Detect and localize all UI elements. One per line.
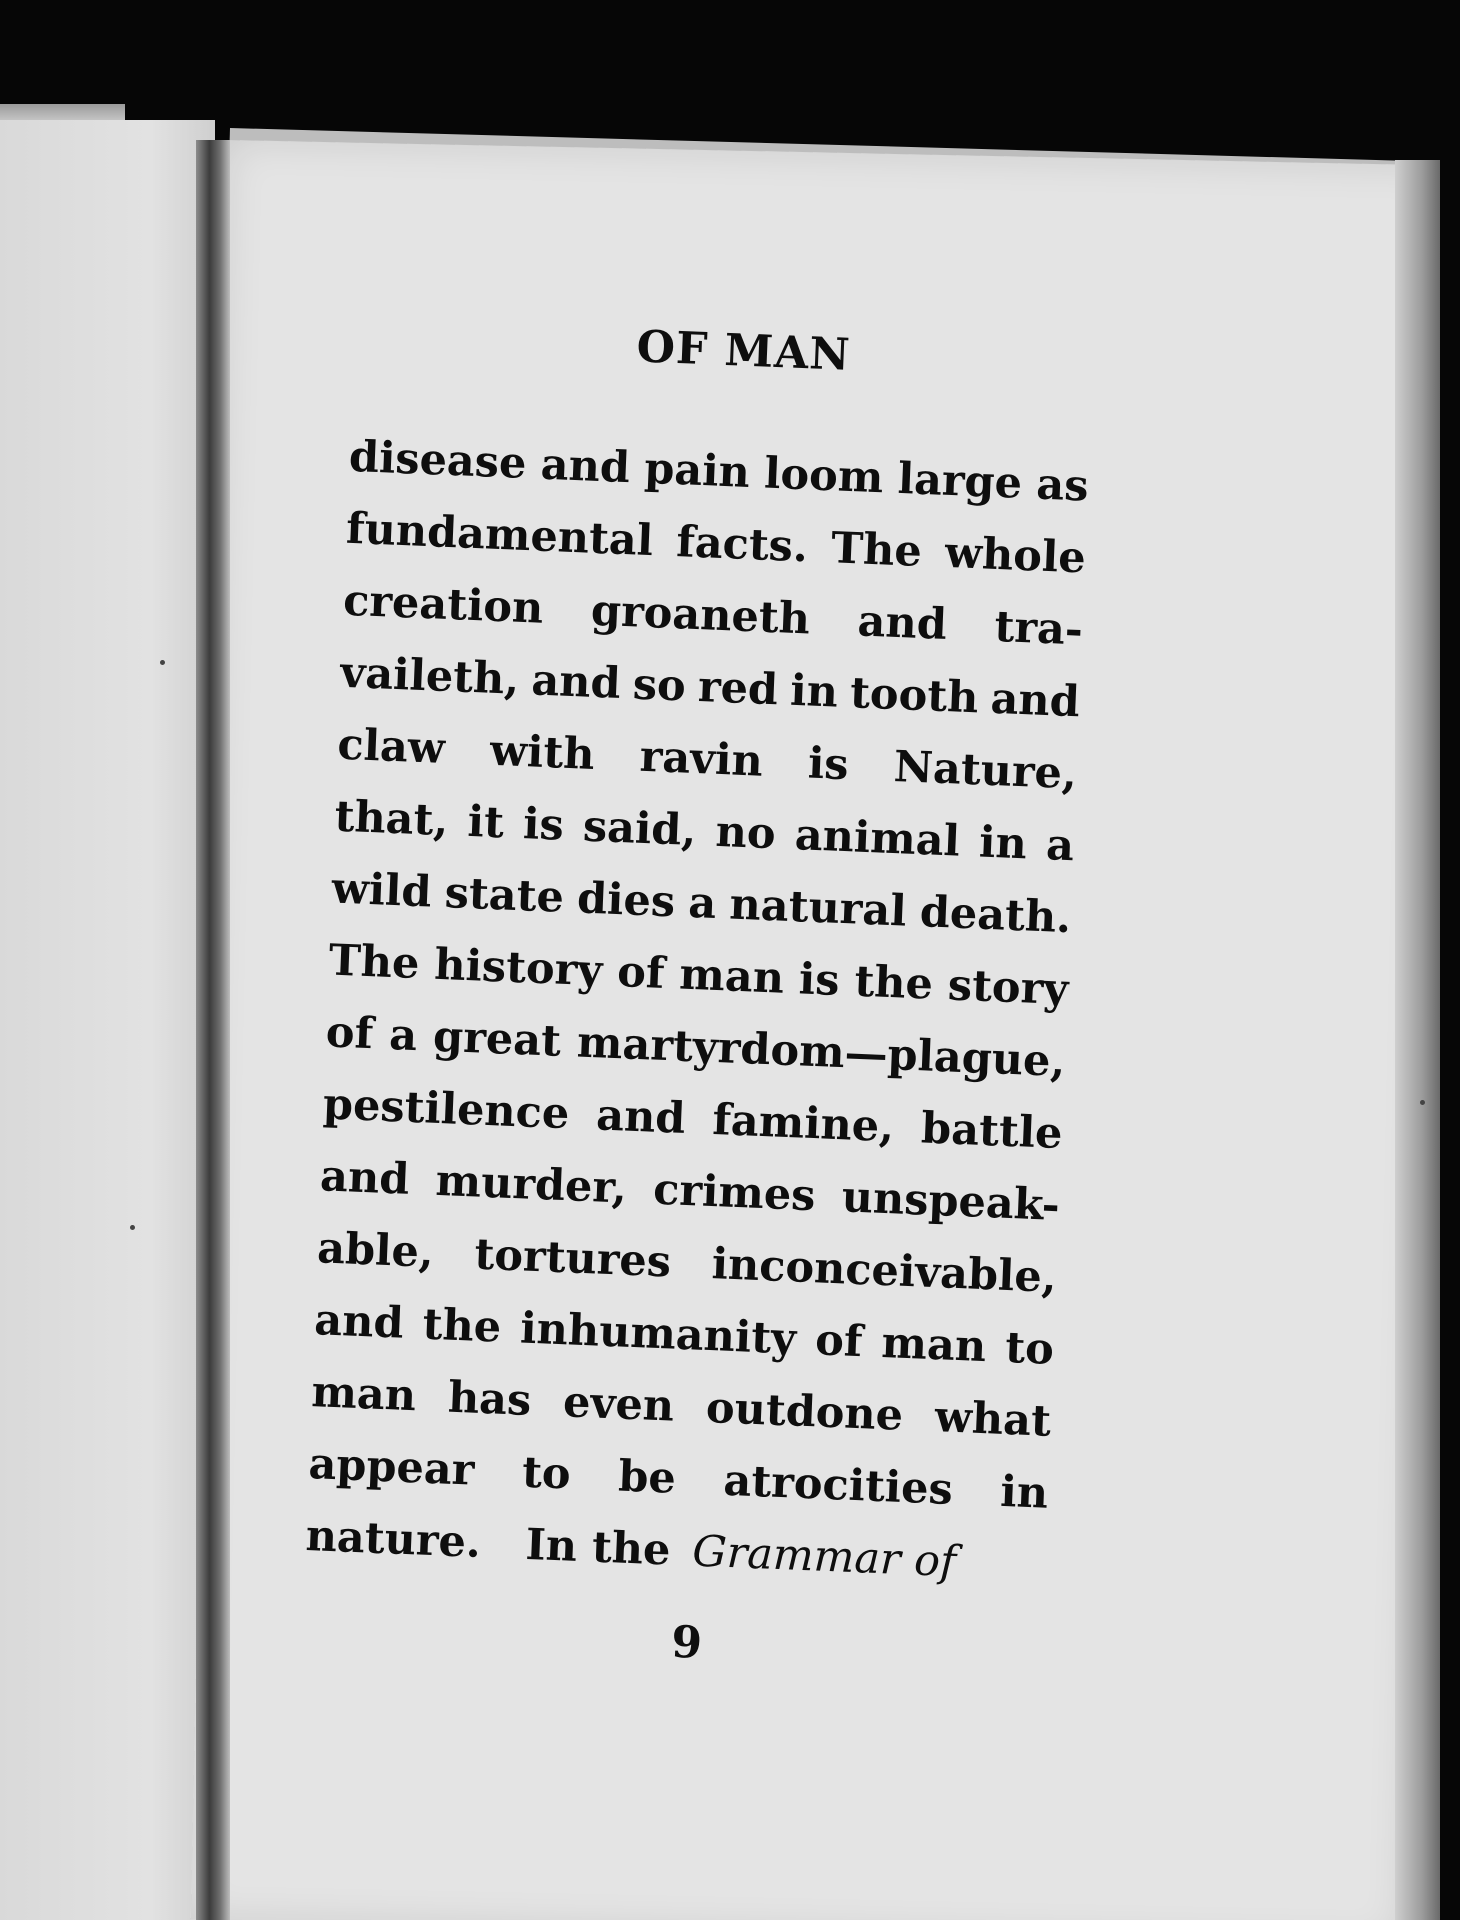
word: the xyxy=(853,956,934,1010)
word: ravin xyxy=(638,731,764,787)
word: vaileth, xyxy=(339,647,521,705)
word: in xyxy=(789,665,839,718)
word: story xyxy=(946,960,1070,1016)
running-head: OF MAN xyxy=(635,321,852,381)
word: Nature, xyxy=(892,742,1078,800)
book-gutter xyxy=(196,140,230,1920)
word: with xyxy=(489,725,596,780)
dust-speck xyxy=(1420,1100,1425,1105)
word: and xyxy=(595,1090,687,1144)
left-page xyxy=(0,120,215,1920)
word: martyrdom—plague, xyxy=(576,1017,1067,1088)
word: man xyxy=(310,1367,418,1422)
word: of xyxy=(324,1007,375,1060)
word: and xyxy=(319,1151,411,1205)
word: it xyxy=(466,796,505,849)
word: outdone xyxy=(705,1382,905,1441)
word: whole xyxy=(944,527,1087,584)
word: state xyxy=(443,868,565,923)
word: man xyxy=(678,949,785,1004)
word: great xyxy=(432,1011,562,1067)
word: in xyxy=(999,1466,1050,1519)
word: to xyxy=(1004,1322,1055,1375)
word: facts. xyxy=(675,517,809,573)
word: able, xyxy=(316,1223,435,1278)
word: of xyxy=(814,1315,864,1368)
word: no xyxy=(714,806,777,860)
word: murder, xyxy=(434,1155,628,1214)
word: is xyxy=(522,799,565,851)
page-stack-edge xyxy=(1395,160,1440,1920)
word: The xyxy=(327,935,421,990)
word: and xyxy=(530,655,622,709)
word: battle xyxy=(920,1103,1064,1160)
word: of xyxy=(616,947,666,999)
word: loom xyxy=(763,448,885,504)
word: a xyxy=(1045,820,1075,872)
dust-speck xyxy=(160,660,165,665)
word: to xyxy=(521,1447,572,1500)
word: and xyxy=(856,596,948,650)
word: creation xyxy=(342,575,545,634)
page-number: 9 xyxy=(670,1616,704,1669)
word: pain xyxy=(643,443,751,498)
word: man xyxy=(880,1317,988,1373)
word: groaneth xyxy=(590,585,811,645)
word: disease xyxy=(348,431,528,489)
word: even xyxy=(562,1377,676,1432)
word: tra- xyxy=(993,601,1084,656)
word: and xyxy=(539,439,631,494)
word: is xyxy=(797,954,841,1006)
word: The xyxy=(830,523,923,577)
word: a xyxy=(388,1009,419,1062)
body-lines xyxy=(307,421,1090,1530)
word: what xyxy=(933,1392,1052,1447)
last-line-text: nature. In the xyxy=(304,1511,672,1576)
word: that, xyxy=(333,791,450,847)
word: tooth xyxy=(849,668,980,724)
word: pestilence xyxy=(322,1079,571,1140)
word: large xyxy=(896,453,1023,509)
word: as xyxy=(1035,459,1090,512)
word: dies xyxy=(576,873,677,928)
dust-speck xyxy=(130,1225,135,1230)
word: tortures xyxy=(473,1229,673,1288)
word: is xyxy=(807,738,850,791)
word: atrocities xyxy=(722,1455,954,1515)
word: and xyxy=(989,673,1081,728)
word: unspeak- xyxy=(840,1172,1061,1231)
word: has xyxy=(447,1372,533,1426)
word: wild xyxy=(330,863,433,918)
word: history xyxy=(433,939,604,997)
word: animal xyxy=(793,810,961,867)
word: a xyxy=(687,877,718,929)
word: claw xyxy=(336,719,446,774)
word: be xyxy=(617,1451,677,1504)
word: so xyxy=(631,659,687,712)
word: inhumanity xyxy=(519,1303,798,1365)
word: said, xyxy=(582,801,698,857)
word: fundamental xyxy=(345,503,655,567)
page-text xyxy=(301,310,1094,1683)
word: famine, xyxy=(711,1095,896,1153)
word: red xyxy=(697,662,780,716)
word: natural xyxy=(728,879,908,937)
word: appear xyxy=(307,1439,476,1496)
word: death. xyxy=(918,887,1073,944)
word: the xyxy=(421,1299,503,1353)
word: and xyxy=(313,1295,405,1349)
word: inconceivable, xyxy=(710,1239,1058,1303)
word: crimes xyxy=(652,1164,817,1222)
last-line-italic: Grammar of xyxy=(691,1526,957,1588)
word: in xyxy=(978,817,1028,870)
